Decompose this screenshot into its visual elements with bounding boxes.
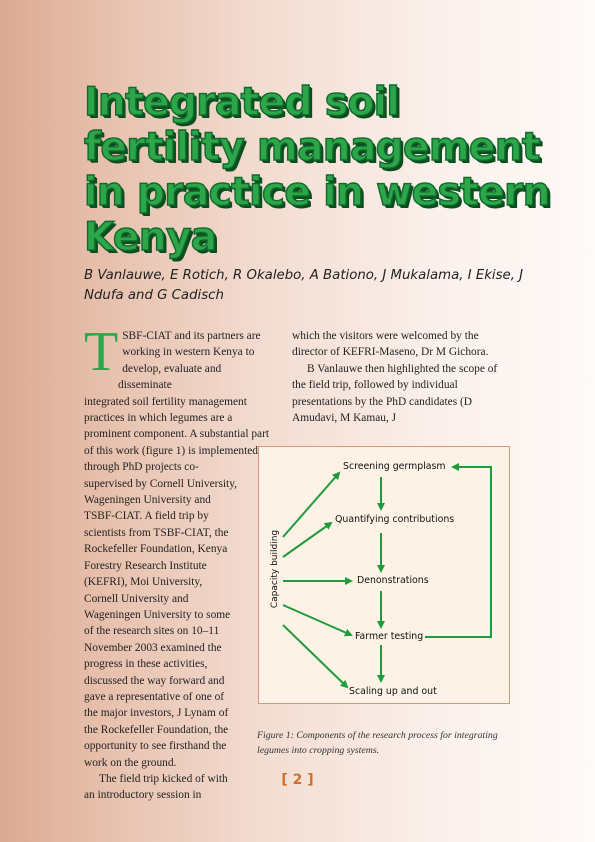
node-quantifying-contributions: Quantifying contributions (335, 514, 455, 525)
author-list: B Vanlauwe, E Rotich, R Okalebo, A Bationo, J Mukalama, I Ekise, J Ndufa and G Cadisch (84, 268, 524, 303)
arrow-feedback-loop (425, 467, 491, 637)
arrow-capacity-to-farmer-testing (283, 605, 351, 635)
arrow-capacity-to-scaling (283, 625, 347, 687)
drop-cap: T (84, 321, 119, 383)
node-screening-germplasm: Screening germplasm (343, 461, 446, 472)
paragraph-welcome: which the visitors were welcomed by the director of KEFRI-Maseno, Dr M Gichora. (292, 330, 489, 359)
node-farmer-testing: Farmer testing (355, 631, 424, 642)
paragraph-intro-narrow: through PhD projects co-supervised by Cornell University, Wageningen University and TSBF-CIAT. A field trip by scientists from TSBF-CIAT, the Rockefeller Foundation, Kenya Forestry Research Institute (KEFRI), Moi University, Cornell University and Wageningen University to some of the research sites on 10–11 November 2003 examined the progress in these activities, discussed the way forward and gave a representative of one of the major investors, J Lynam of the Rockefeller Foundation, the opportunity to see firsthand the work on the ground. (84, 461, 238, 769)
text-column-right (292, 328, 510, 426)
paragraph-intro-lead: SBF-CIAT and its partners are working in western Kenya to develop, evaluate and disseminate (118, 330, 261, 392)
figure-1-diagram (258, 446, 510, 704)
page-number: [ 2 ] (281, 772, 314, 788)
article-title: Integrated soil fertility management in practice in western Kenya (84, 80, 550, 260)
figure-caption: Figure 1: Components of the research process for integrating legumes into cropping systems. (257, 729, 498, 756)
text-column-left (84, 321, 274, 804)
arrow-capacity-to-screening (283, 473, 339, 537)
capacity-building-label: Capacity building (270, 529, 280, 609)
paragraph-scope: B Vanlauwe then highlighted the scope of the field trip, followed by individual presentations by the PhD candidates (D Amudavi, M Kamau, J (292, 362, 498, 425)
node-demonstrations: Denonstrations (357, 575, 429, 586)
paragraph-field-trip: The field trip kicked of with an introductory session in (84, 772, 228, 802)
node-scaling-up-and-out: Scaling up and out (349, 686, 437, 697)
paragraph-intro-wide: integrated soil fertility management practices in which legumes are a prominent component. A substantial part of this work (figure 1) is implemented (84, 395, 270, 457)
